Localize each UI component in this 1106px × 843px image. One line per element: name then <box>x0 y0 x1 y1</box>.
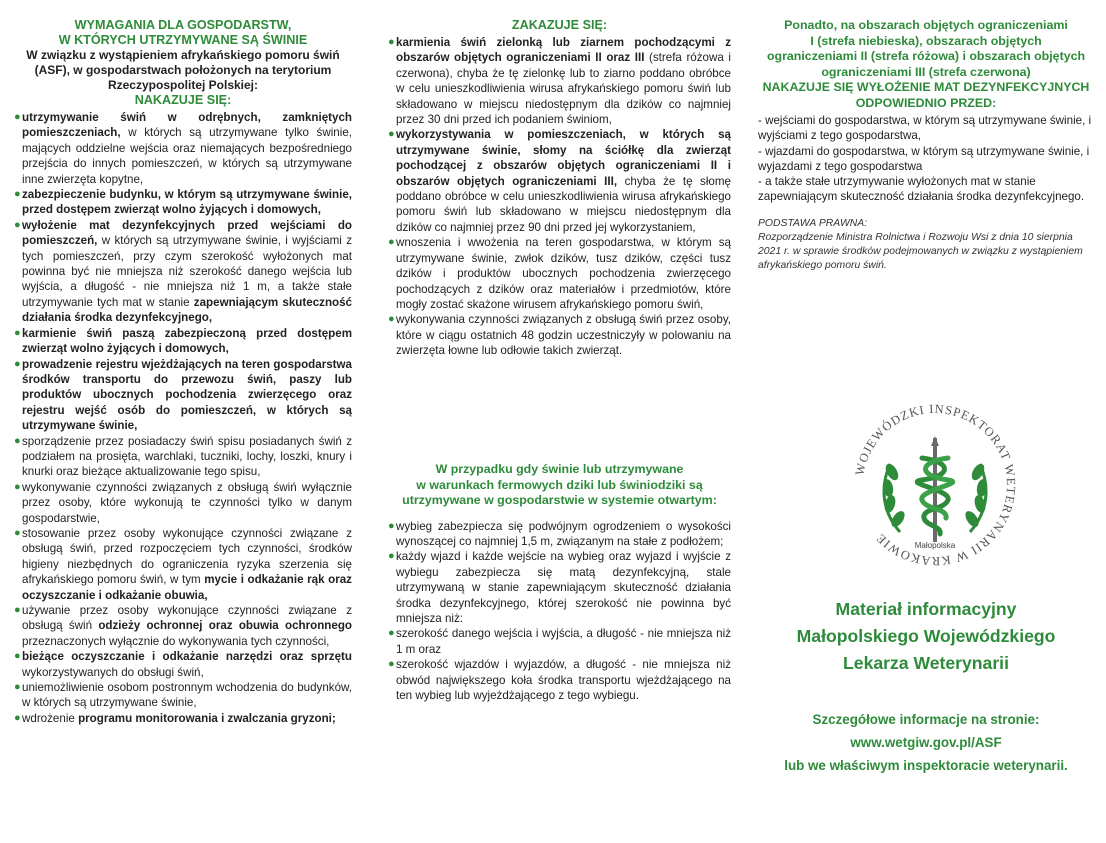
mats-lines <box>758 113 1094 205</box>
seal-small-text: Małopolska <box>914 541 956 550</box>
mats-title-1: Ponadto, na obszarach objętych ograniczeniami <box>784 18 1068 32</box>
website-link[interactable]: www.wetgiw.gov.pl/ASF <box>850 735 1002 750</box>
title-line-2: W KTÓRYCH UTRZYMYWANE SĄ ŚWINIE <box>58 33 308 47</box>
list-item: ● wykonywania czynności związanych z obsługą świń przez osoby, które w ciągu ostatnich 48 godzin uczestniczyły w polowaniu na zwierzęta łowne lub odłowie takich zwierząt. <box>388 313 731 358</box>
prohibitions-column <box>388 18 731 359</box>
bullet-icon: ● <box>14 357 21 370</box>
list-item: ● karmienia świń zielonką lub ziarnem pochodzącymi z obszarów objętych ograniczeniami II oraz III (strefa różowa i czerwona), chyba że tę zielonkę lub to ziarno poddano obróbce w celu unieszkodliwienia wirusa afrykańskiego pomoru świń lub składowano w miejscu niedostępnym dla dzików co najmniej przez 30 dni przed ich podaniem świniom, <box>388 36 731 127</box>
list-item: ● szerokość danego wejścia i wyjścia, a długość - nie mniejsza niż 1 m oraz <box>388 627 731 656</box>
bullet-icon: ● <box>14 480 21 493</box>
bullet-icon: ● <box>388 627 395 640</box>
order-list <box>14 110 352 726</box>
order-heading: NAKAZUJE SIĘ: <box>134 93 232 107</box>
list-item: ● każdy wjazd i każde wejście na wybieg oraz wyjazd i wyjście z wybiegu zabezpiecza się matą dezynfekcyjną, stale utrzymywaną w stanie zapewniającym skuteczność działania środka dezynfekcyjnego, której szerokość nie powinna być mniejsza niż: <box>388 550 731 625</box>
mats-title-2: I (strefa niebieska), obszarach objętych <box>810 33 1042 48</box>
open-system-list <box>388 519 731 704</box>
bullet-icon: ● <box>14 650 21 663</box>
list-item: ● wdrożenie programu monitorowania i zwalczania gryzoni; <box>14 711 336 725</box>
veterinary-inspectorate-seal <box>842 392 1028 578</box>
legal-text: Rozporządzenie Ministra Rolnictwa i Rozwoju Wsi z dnia 10 sierpnia 2021 r. w sprawie środków podejmowanych w związku z wystąpieniem afrykańskiego pomoru świń. <box>758 231 1083 271</box>
list-item: ● szerokość wjazdów i wyjazdów, a długość - nie mniejsza niż obwód największego koła środka transportu wjeżdżającego na ten wybieg lub wyjeżdżającego z tego wybiegu. <box>388 658 731 702</box>
more-info <box>758 708 1094 777</box>
bullet-icon: ● <box>388 236 395 249</box>
intro-line-1: W związku z wystąpieniem afrykańskiego pomoru świń <box>26 48 340 62</box>
bullet-icon: ● <box>14 604 21 616</box>
bullet-icon: ● <box>388 36 395 48</box>
material-title-1: Materiał informacyjny <box>835 599 1017 619</box>
bullet-icon: ● <box>14 188 21 201</box>
info-line-1: Szczegółowe informacje na stronie: <box>812 712 1040 727</box>
open-system-title-3: utrzymywane w gospodarstwie w systemie otwartym: <box>402 493 717 507</box>
prohibitions-list <box>388 35 731 359</box>
seal-graphic <box>842 392 1028 578</box>
mats-column <box>758 18 1094 273</box>
open-system-title-1: W przypadku gdy świnie lub utrzymywane <box>435 462 684 476</box>
mats-line: - wjazdami do gospodarstwa, w którym są utrzymywane świnie, i wyjazdami z tego gospodarstwa <box>758 144 1090 173</box>
info-line-3: lub we właściwym inspektoracie weterynarii. <box>784 758 1068 773</box>
mats-title-3: ograniczeniami II (strefa różowa) i obszarach objętych <box>766 49 1086 63</box>
mats-title-4: ograniczeniami III (strefa czerwona) <box>821 64 1031 79</box>
staff-snake-icon <box>917 436 952 542</box>
title-line-1: WYMAGANIA DLA GOSPODARSTW, <box>74 18 292 32</box>
bullet-icon: ● <box>388 550 395 563</box>
list-item: ● wnoszenia i wwożenia na teren gospodarstwa, w którym są utrzymywane świnie, zwłok dzików, tusz dzików, części tusz dzików i produktów ubocznych pochodzenia zwierzęcego pochodzących z dzików oraz materiałów i przedmiotów, które mogły zostać skażone wirusem afrykańskiego pomoru świń, <box>388 236 731 311</box>
bullet-icon: ● <box>14 326 21 339</box>
bullet-icon: ● <box>388 658 395 671</box>
bullet-icon: ● <box>14 681 21 694</box>
bullet-icon: ● <box>388 313 395 326</box>
list-item: ● karmienie świń paszą zabezpieczoną przed dostępem zwierząt wolno żyjących i domowych, <box>14 326 352 356</box>
list-item: ● używanie przez osoby wykonujące czynności związane z obsługą świń odzieży ochronnej oraz obuwia ochronnego przeznaczonych wyłącznie do wykonywania tych czynności, <box>14 604 352 648</box>
bullet-icon: ● <box>14 111 21 123</box>
list-item: ● sporządzenie przez posiadaczy świń spisu posiadanych świń z podziałem na prosięta, warchlaki, tuczniki, lochy, loszki, knury i knurki oraz bieżące aktualizowanie tego spisu, <box>14 434 352 479</box>
bullet-icon: ● <box>14 434 21 447</box>
bullet-icon: ● <box>14 711 21 724</box>
list-item: ● prowadzenie rejestru wjeżdżających na teren gospodarstwa środków transportu do przewozu świń, paszy lub produktów ubocznych pochodzenia zwierzęcego oraz rejestru wejść osób do pomieszczeń, w których są utrzymywane świnie, <box>14 357 352 433</box>
material-title <box>758 596 1094 677</box>
bullet-icon: ● <box>388 128 395 141</box>
bullet-icon: ● <box>388 519 395 532</box>
requirements-column <box>14 18 352 726</box>
list-item: ● uniemożliwienie osobom postronnym wchodzenia do budynków, w których są utrzymywane świnie, <box>14 681 352 710</box>
list-item: ● bieżące oczyszczanie i odkażanie narzędzi oraz sprzętu wykorzystywanych do obsługi świń, <box>14 650 352 679</box>
intro-line-3: Rzeczypospolitej Polskiej: <box>107 78 259 92</box>
material-title-3: Lekarza Weterynarii <box>843 653 1009 673</box>
list-item: ● zabezpieczenie budynku, w którym są utrzymywane świnie, przed dostępem zwierząt wolno żyjących i domowych, <box>14 188 352 217</box>
list-item: ● wyłożenie mat dezynfekcyjnych przed wejściami do pomieszczeń, w których są utrzymywane świnie, i wyjściami z tych pomieszczeń, przy czym szerokość wyłożonych mat powinna być nie mniejsza niż szerokość danego wejścia lub wyjścia, a długość - nie mniejsza niż 1 m, a także stałe utrzymywanie tych mat w stanie zapewniającym skuteczność działania środka dezynfekcyjnego, <box>14 218 353 325</box>
mats-title-5: NAKAZUJE SIĘ WYŁOŻENIE MAT DEZYNFEKCYJNYCH <box>762 80 1090 94</box>
list-item: ● stosowanie przez osoby wykonujące czynności związane z obsługą świń, przed rozpoczęciem tych czynności, środków higieny niezbędnych do ograniczenia ryzyka szerzenia się afrykańskiego pomoru świń, w tym mycie i odkażanie rąk oraz oczyszczanie i odkażanie obuwia, <box>14 526 352 602</box>
mats-line: - a także stałe utrzymywanie wyłożonych mat w stanie zapewniającym skuteczność działania środka dezynfekcyjnego. <box>758 175 1085 204</box>
legal-basis <box>758 217 1094 273</box>
bullet-icon: ● <box>14 218 21 231</box>
mats-title-6: ODPOWIEDNIO PRZED: <box>855 95 997 110</box>
list-item: ● wykonywanie czynności związanych z obsługą świń wyłącznie przez osoby, które wykonują te czynności tylko w danym gospodarstwie, <box>14 480 352 525</box>
material-title-2: Małopolskiego Wojewódzkiego <box>796 626 1056 646</box>
intro-line-2: (ASF), w gospodarstwach położonych na terytorium <box>34 63 332 77</box>
seal-text: WOJEWÓDZKI INSPEKTORAT WETERYNARII W KRAKOWIE <box>852 401 1019 569</box>
legal-heading: PODSTAWA PRAWNA: <box>758 217 868 229</box>
list-item: ● utrzymywanie świń w odrębnych, zamkniętych pomieszczeniach, w których są utrzymywane tylko świnie, mających oddzielne wejścia oraz niemających bezpośredniego przejścia do innych pomieszczeń, w których są utrzymywane inne zwierzęta kopytne, <box>14 111 352 186</box>
mats-line: - wejściami do gospodarstwa, w którym są utrzymywane świnie, i wyjściami z tego gospodarstwa, <box>758 114 1092 143</box>
prohibitions-heading: ZAKAZUJE SIĘ: <box>511 18 608 32</box>
open-system-title-2: w warunkach fermowych dziki lub świniodziki są <box>416 477 703 492</box>
list-item: ● wykorzystywania w pomieszczeniach, w których są utrzymywane świnie, słomy na ściółkę dla zwierząt pochodzącej z obszarów objętych ograniczeniami II i obszarów objętych ograniczeniami III, chyba że tę słomę poddano obróbce w celu unieszkodliwienia wirusa afrykańskiego pomoru świń lub składowano w miejscu niedostępnym dla dzików co najmniej przez 90 dni przed jej wykorzystaniem, <box>388 128 731 234</box>
open-system-section <box>388 462 731 703</box>
list-item: ● wybieg zabezpiecza się podwójnym ogrodzeniem o wysokości wynoszącej co najmniej 1,5 m, związanym na stałe z podłożem; <box>388 519 731 548</box>
bullet-icon: ● <box>14 526 21 539</box>
